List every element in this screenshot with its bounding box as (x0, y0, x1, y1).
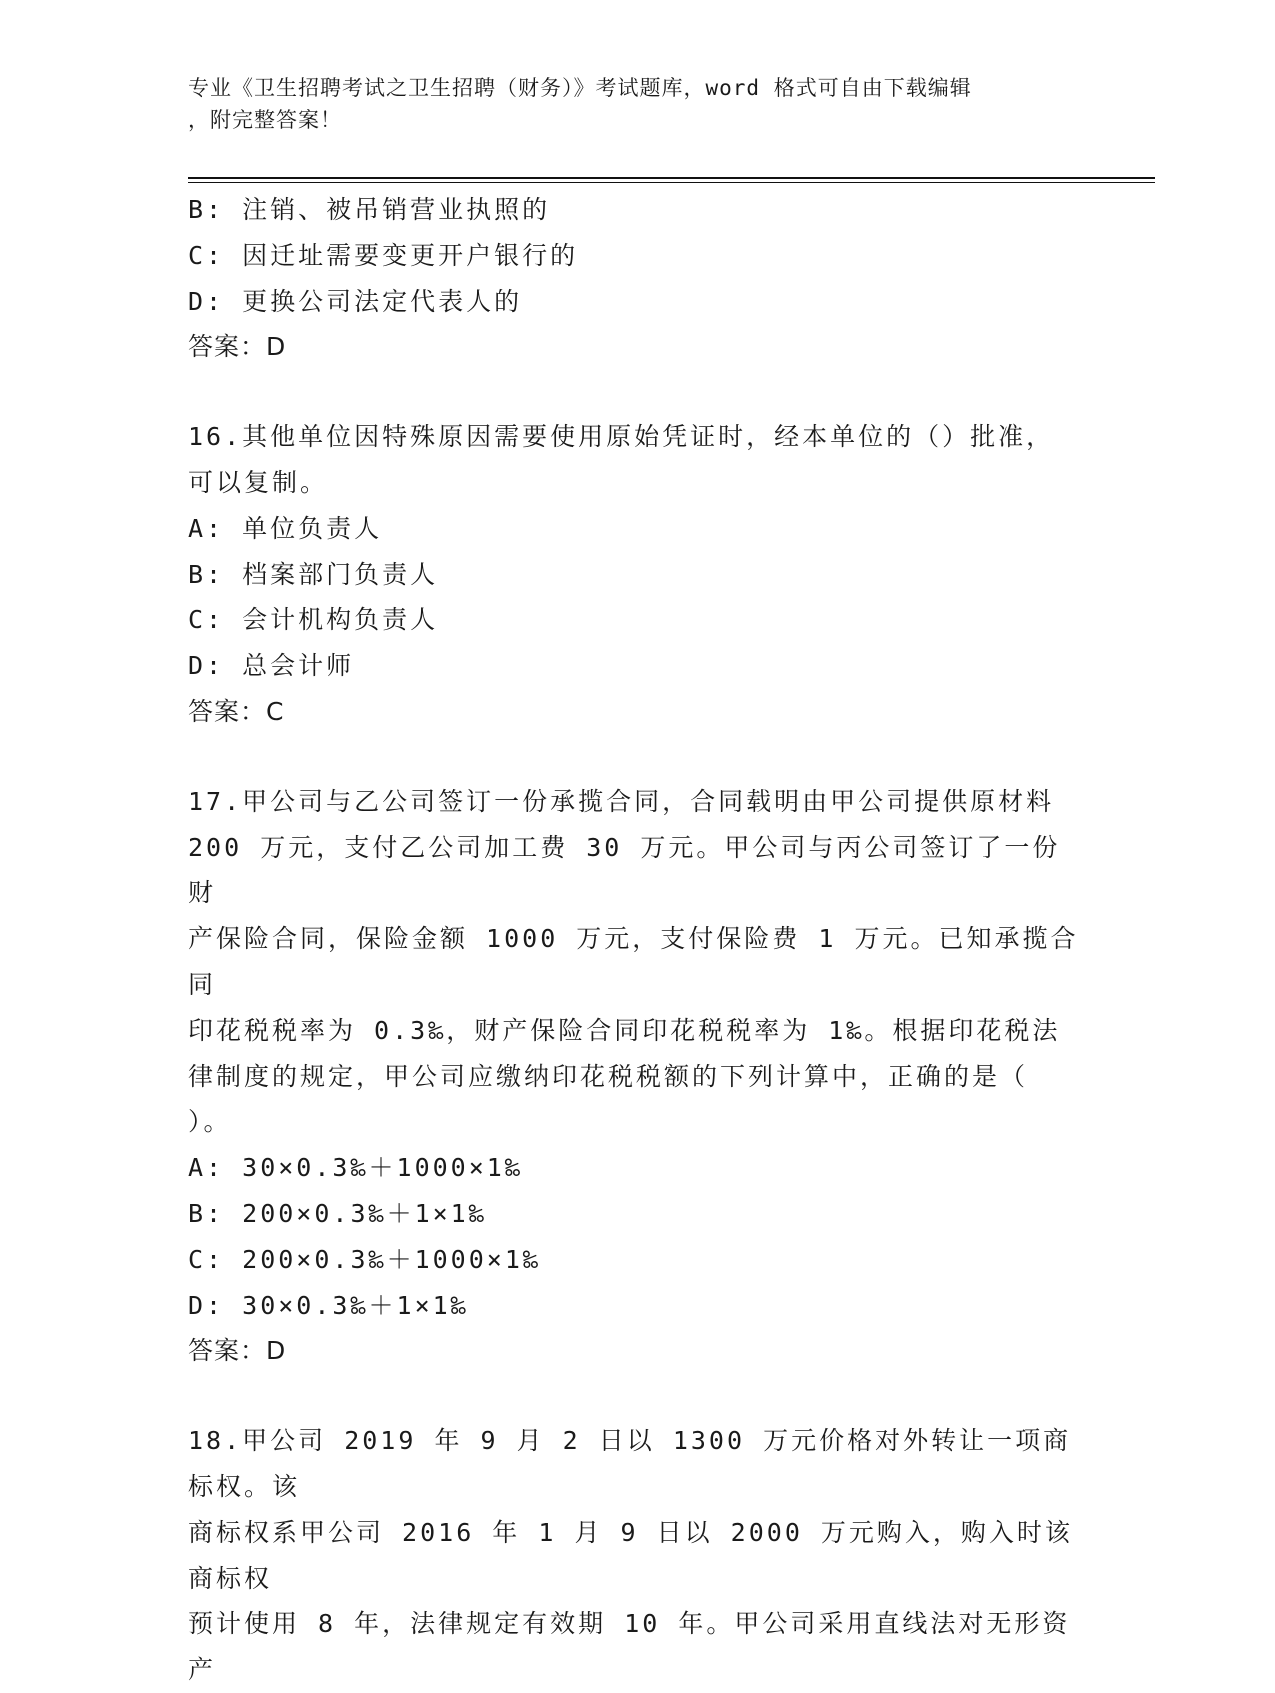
spacer (188, 1374, 1088, 1418)
question-stem-line: 16.其他单位因特殊原因需要使用原始凭证时，经本单位的（）批准， (188, 422, 1055, 452)
header-divider-thick (188, 177, 1155, 179)
option-d: D: 总会计师 (188, 651, 355, 681)
question-stem-line: 印花税税率为 0.3‰，财产保险合同印花税税率为 1‰。根据印花税法 (188, 1015, 1061, 1045)
answer-line: 答案：D (188, 1336, 287, 1366)
question-17 (188, 779, 1088, 1374)
question-16 (188, 414, 1088, 735)
header-divider-thin (188, 182, 1155, 183)
option-b: B: 200×0.3‰＋1×1‰ (188, 1198, 487, 1228)
spacer (188, 735, 1088, 779)
question-15-tail (188, 187, 1088, 370)
header-line-1: 专业《卫生招聘考试之卫生招聘（财务）》考试题库，word 格式可自由下载编辑 (188, 76, 972, 100)
question-stem-line: 18.甲公司 2019 年 9 月 2 日以 1300 万元价格对外转让一项商标权。该 (188, 1426, 1072, 1501)
question-stem-line: 17.甲公司与乙公司签订一份承揽合同，合同载明由甲公司提供原材料 (188, 786, 1055, 816)
question-stem-line: 产保险合同，保险金额 1000 万元，支付保险费 1 万元。已知承揽合同 (188, 924, 1079, 999)
question-18 (188, 1418, 1088, 1693)
question-content (188, 187, 1088, 1693)
question-stem-line: 200 万元，支付乙公司加工费 30 万元。甲公司与丙公司签订了一份财 (188, 832, 1061, 908)
question-stem-line: 商标权系甲公司 2016 年 1 月 9 日以 2000 万元购入，购入时该商标权 (188, 1517, 1073, 1593)
answer-line: 答案：C (188, 696, 285, 726)
document-header (188, 72, 1068, 136)
spacer (188, 370, 1088, 414)
option-a: A: 单位负责人 (188, 513, 383, 543)
option-b: B: 注销、被吊销营业执照的 (188, 195, 551, 224)
option-c: C: 会计机构负责人 (188, 605, 439, 635)
option-d: D: 更换公司法定代表人的 (188, 286, 523, 316)
option-c: C: 因迁址需要变更开户银行的 (188, 240, 579, 270)
option-c: C: 200×0.3‰＋1000×1‰ (188, 1244, 541, 1274)
question-stem-line: ）。 (188, 1107, 232, 1137)
option-b: B: 档案部门负责人 (188, 559, 439, 589)
question-stem-line: 可以复制。 (188, 467, 329, 497)
question-stem-line: 预计使用 8 年，法律规定有效期 10 年。甲公司采用直线法对无形资产 (188, 1609, 1071, 1685)
answer-line: 答案：D (188, 332, 287, 362)
header-line-2: ，附完整答案！ (188, 108, 342, 132)
option-d: D: 30×0.3‰＋1×1‰ (188, 1290, 469, 1320)
option-a: A: 30×0.3‰＋1000×1‰ (188, 1153, 523, 1183)
question-stem-line: 律制度的规定，甲公司应缴纳印花税税额的下列计算中，正确的是（ (188, 1061, 1029, 1091)
